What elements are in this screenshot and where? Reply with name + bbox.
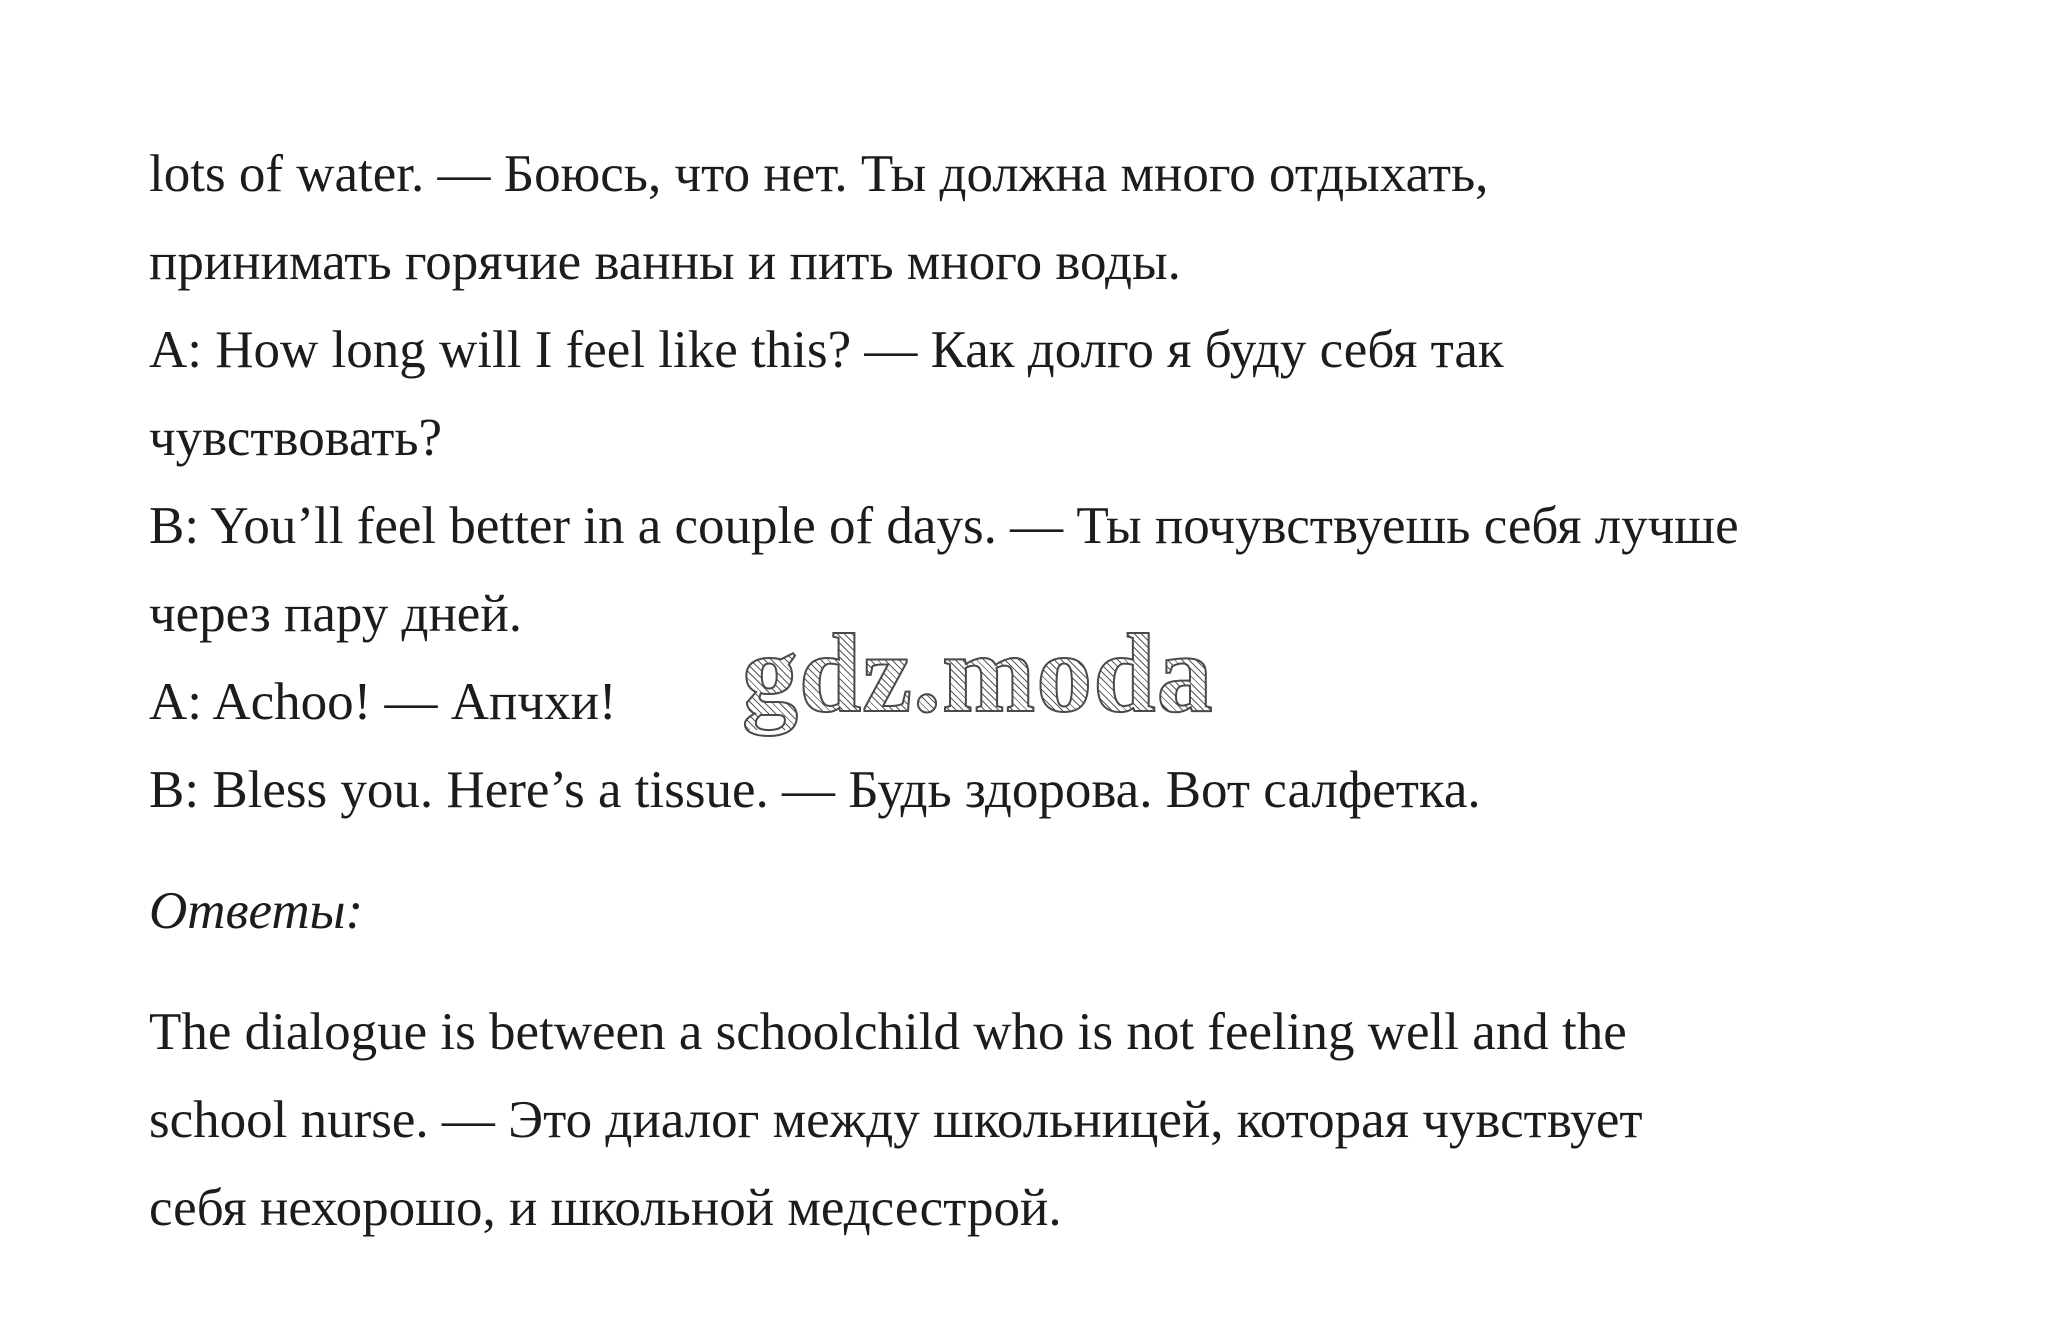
answer-line: The dialogue is between a schoolchild who is not feeling well and the (149, 1003, 1627, 1061)
dialogue-line: A: How long will I feel like this? — Как долго я буду себя так (149, 321, 1504, 379)
dialogue-line: B: You’ll feel better in a couple of days. — Ты почувствуешь себя лучше (149, 497, 1739, 555)
watermark-logo: gdz.moda (742, 612, 1214, 736)
answers-heading: Ответы: (149, 882, 364, 940)
dialogue-line: чувствовать? (149, 409, 443, 467)
dialogue-line: lots of water. — Боюсь, что нет. Ты должна много отдыхать, (149, 145, 1489, 203)
dialogue-line: принимать горячие ванны и пить много воды. (149, 233, 1181, 291)
answer-line: себя нехорошо, и школьной медсестрой. (149, 1179, 1062, 1237)
dialogue-line: A: Achoo! — Апчхи! (149, 673, 617, 731)
dialogue-line: через пару дней. (149, 585, 522, 643)
answer-line: school nurse. — Это диалог между школьницей, которая чувствует (149, 1091, 1643, 1149)
dialogue-line: B: Bless you. Here’s a tissue. — Будь здорова. Вот салфетка. (149, 761, 1481, 819)
